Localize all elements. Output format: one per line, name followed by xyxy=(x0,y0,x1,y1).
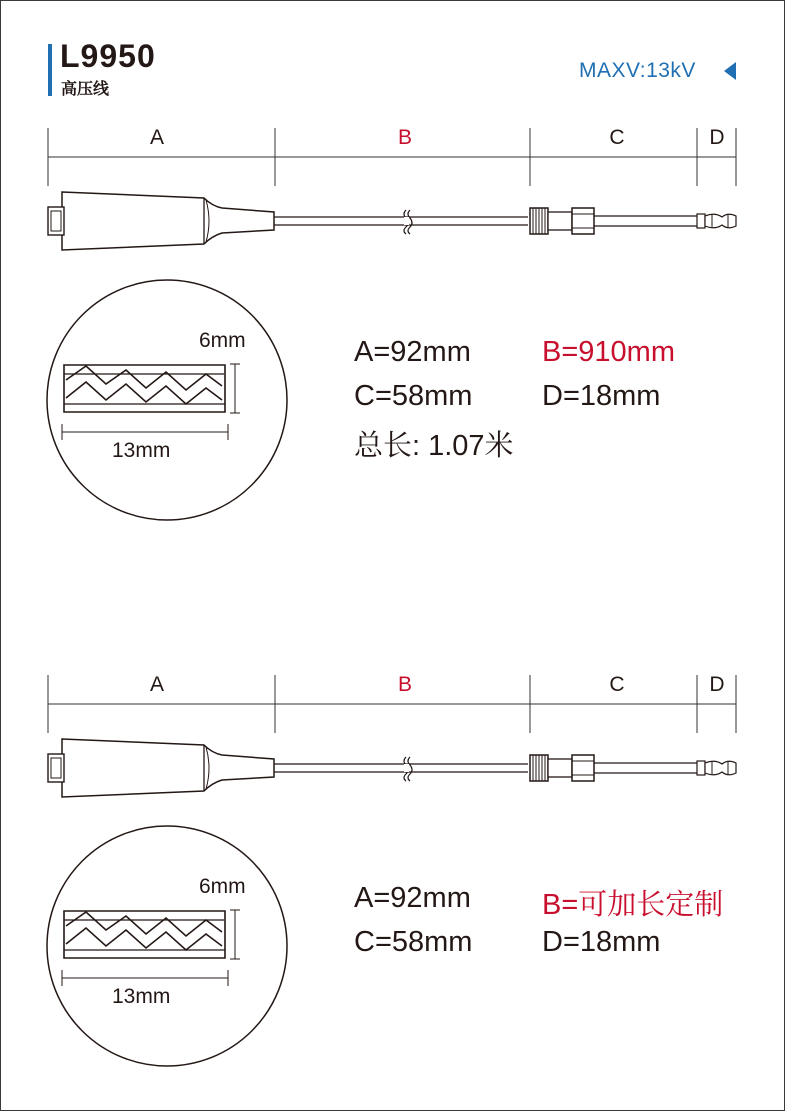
max-voltage: MAXV:13kV xyxy=(579,59,696,82)
spec-b-bottom: B=可加长定制 xyxy=(542,889,724,921)
detail-height: 6mm xyxy=(199,329,246,352)
segment-label-b-bottom: B xyxy=(397,673,412,696)
spec-d: D=18mm xyxy=(542,380,661,412)
spec-b: B=910mm xyxy=(542,336,675,368)
cable-drawing-bottom xyxy=(48,739,736,797)
spec-d-bottom: D=18mm xyxy=(542,926,661,958)
segment-label-a-bottom: A xyxy=(149,673,164,696)
segment-label-b: B xyxy=(397,126,412,149)
spec-a: A=92mm xyxy=(354,336,471,368)
detail-width-bottom: 13mm xyxy=(112,985,171,1008)
spec-c: C=58mm xyxy=(354,380,473,412)
spec-total: 总长: 1.07米 xyxy=(354,430,514,462)
model-number: L9950 xyxy=(60,38,156,74)
spec-c-bottom: C=58mm xyxy=(354,926,473,958)
segment-label-d-bottom: D xyxy=(709,673,725,696)
segment-label-c-bottom: C xyxy=(609,673,625,696)
detail-height-bottom: 6mm xyxy=(199,875,246,898)
detail-width: 13mm xyxy=(112,439,171,462)
clip-detail-bottom xyxy=(47,826,287,1066)
spec-a-bottom: A=92mm xyxy=(354,882,471,914)
product-subtitle: 高压线 xyxy=(61,81,110,98)
cable-drawing-top xyxy=(48,192,736,250)
segment-label-d: D xyxy=(709,126,725,149)
clip-detail-top xyxy=(47,280,287,520)
segment-label-a: A xyxy=(149,126,164,149)
segment-label-c: C xyxy=(609,126,625,149)
